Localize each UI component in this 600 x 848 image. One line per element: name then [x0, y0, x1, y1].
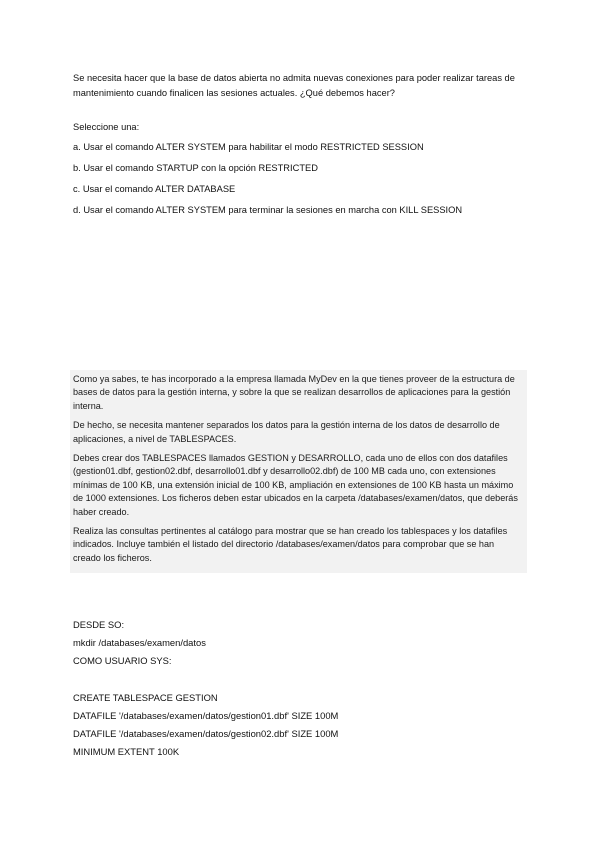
exercise-paragraph-4: Realiza las consultas pertinentes al catálogo para mostrar que se han creado los tablespaces y los datafiles indicados. Incluye también el listado del directorio /databases/examen/datos para comprobar que se han creado los ficheros.: [73, 526, 508, 563]
solution-line: DESDE SO:: [73, 619, 125, 630]
option-d[interactable]: d. Usar el comando ALTER SYSTEM para terminar la sesiones en marcha con KILL SESSION: [73, 205, 463, 215]
question-text: Se necesita hacer que la base de datos abierta no admita nuevas conexiones para poder realizar tareas de mantenimiento cuando finalicen las sesiones actuales. ¿Qué debemos hacer?: [73, 73, 515, 98]
choose-label: Seleccione una:: [73, 122, 140, 132]
solution-block: [73, 619, 543, 764]
exercise-paragraph-3: Debes crear dos TABLESPACES llamados GESTION y DESARROLLO, cada uno de ellos con dos datafiles (gestion01.dbf, gestion02.dbf, desarrollo01.dbf y desarrollo02.dbf) de 100 MB cada uno, con extensiones mínimas de 100 KB, una extensión inicial de 100 KB, ampliación en extensiones de 100 KB hasta un máximo de 1000 extensiones. Los ficheros deben estar ubicados en la carpeta /databases/examen/datos, que deberás haber creado.: [73, 453, 518, 517]
option-c[interactable]: c. Usar el comando ALTER DATABASE: [73, 184, 236, 194]
solution-blank-line: [73, 674, 543, 692]
solution-line: COMO USUARIO SYS:: [73, 655, 172, 667]
answer-options: [73, 141, 543, 225]
solution-line: DATAFILE '/databases/examen/datos/gestion02.dbf' SIZE 100M: [73, 727, 339, 739]
exercise-paragraph-1: Como ya sabes, te has incorporado a la empresa llamada MyDev en la que tienes proveer de la estructura de bases de datos para la gestión interna, y sobre la que se realizan desarrollos de aplicaciones para la gestión interna.: [73, 374, 515, 411]
solution-line: mkdir /databases/examen/datos: [73, 637, 206, 649]
solution-line: CREATE TABLESPACE GESTION: [73, 691, 218, 703]
option-a[interactable]: a. Usar el comando ALTER SYSTEM para habilitar el modo RESTRICTED SESSION: [73, 142, 424, 152]
exercise-paragraph-2: De hecho, se necesita mantener separados los datos para la gestión interna de los datos de desarrollo de aplicaciones, a nivel de TABLESPACES.: [73, 420, 500, 444]
solution-line: MINIMUM EXTENT 100K: [73, 746, 180, 758]
exercise-statement-box: [70, 370, 527, 573]
solution-line: DATAFILE '/databases/examen/datos/gestion01.dbf' SIZE 100M: [73, 709, 339, 721]
option-b[interactable]: b. Usar el comando STARTUP con la opción RESTRICTED: [73, 163, 318, 173]
